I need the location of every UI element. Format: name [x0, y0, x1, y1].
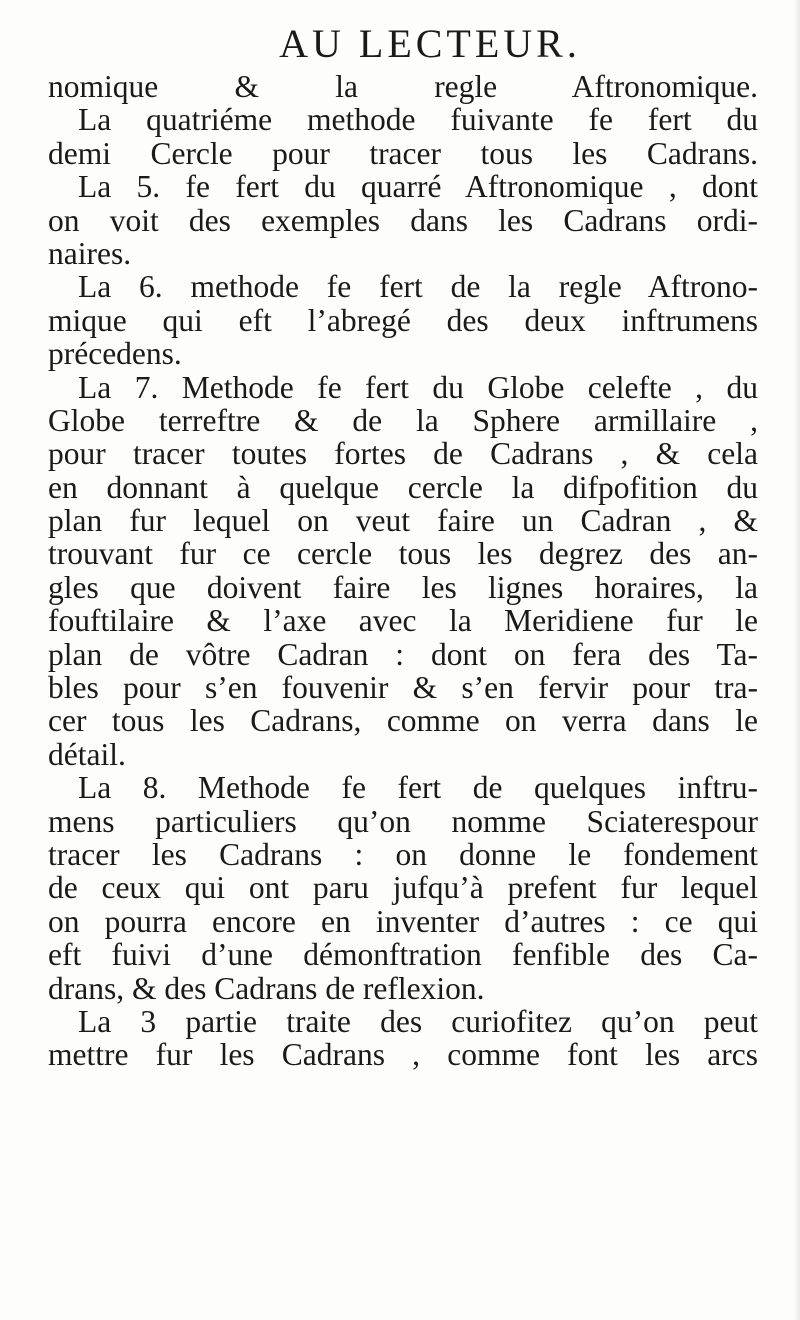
text-line: mens particuliers qu’on nomme Sciaterespour: [48, 803, 758, 839]
text-line: gles que doivent faire les lignes horaires, la: [48, 569, 758, 605]
text-line: en donnant à quelque cercle la difpofition du: [48, 469, 758, 505]
text-line: La 3 partie traite des curiofitez qu’on peut: [78, 1003, 758, 1039]
text-line: de ceux qui ont paru jufqu’à prefent fur lequel: [48, 870, 758, 906]
page-edge-shadow: [794, 0, 800, 1320]
text-line: La 7. Methode fe fert du Globe celefte , du: [78, 369, 758, 405]
text-line: on voit des exemples dans les Cadrans ordi-: [48, 202, 758, 238]
running-head: AU LECTEUR.: [279, 21, 581, 66]
text-line: trouvant fur ce cercle tous les degrez des an-: [48, 536, 758, 572]
text-line: eft fuivi d’une démonftration fenfible des Ca-: [48, 937, 758, 973]
text-line: cer tous les Cadrans, comme on verra dans le: [48, 703, 758, 739]
text-line: précedens.: [48, 336, 182, 372]
text-line: nomique & la regle Aftronomique.: [48, 69, 758, 104]
text-line: tracer les Cadrans : on donne le fondement: [48, 836, 758, 872]
text-line: mique qui eft l’abregé des deux inftrumens: [48, 302, 758, 338]
text-line: mettre fur les Cadrans , comme font les arcs: [48, 1037, 758, 1073]
text-line: demi Cercle pour tracer tous les Cadrans.: [48, 135, 758, 171]
body-text: [48, 70, 758, 1072]
text-line: La 5. fe fert du quarré Aftronomique , dont: [78, 169, 758, 205]
text-line: naires.: [48, 235, 132, 271]
text-line: La 6. methode fe fert de la regle Aftrono-: [78, 269, 758, 305]
text-line: fouftilaire & l’axe avec la Meridiene fur le: [48, 603, 758, 639]
text-line: La 8. Methode fe fert de quelques inftru-: [78, 770, 758, 806]
text-line: plan fur lequel on veut faire un Cadran , &: [48, 503, 758, 539]
text-line: plan de vôtre Cadran : dont on fera des Ta-: [48, 636, 758, 672]
text-line: pour tracer toutes fortes de Cadrans , & cela: [48, 436, 758, 472]
text-line: La quatriéme methode fuivante fe fert du: [78, 102, 758, 138]
text-line: drans, & des Cadrans de reflexion.: [48, 970, 485, 1006]
text-line: bles pour s’en fouvenir & s’en fervir pour tra-: [48, 670, 758, 706]
text-line: détail.: [48, 736, 126, 772]
text-line: Globe terreftre & de la Sphere armillaire ,: [48, 402, 758, 438]
text-line: on pourra encore en inventer d’autres : ce qui: [48, 903, 758, 939]
